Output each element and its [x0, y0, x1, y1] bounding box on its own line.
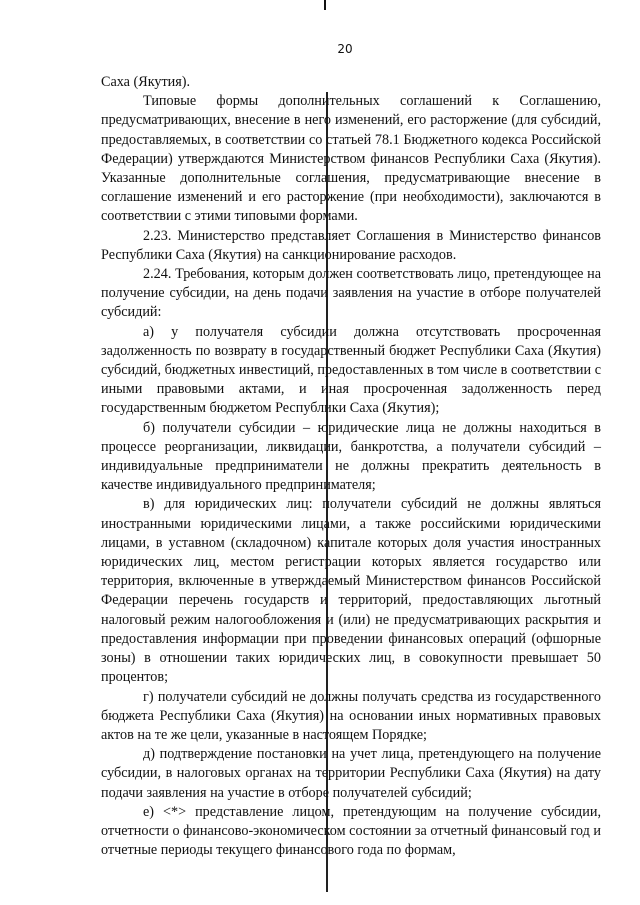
paragraph-item-a: а) у получателя субсидии должна отсутствовать просроченная задолженность по возврату в государственный бюджет Республики Саха (Якутия) субсидий, бюджетных инвестиций, предоставленных в том числе в соответствии с иными правовыми актами, и иная просроченная задолженность перед государственным бюджетом Республики Саха (Якутия); [101, 323, 601, 417]
paragraph-continuation: Саха (Якутия). [101, 74, 191, 90]
paragraph-2-24: 2.24. Требования, которым должен соответствовать лицо, претендующее на получение субсидии, на день подачи заявления на участие в отборе получателей субсидий: [101, 266, 601, 321]
paragraph-typical-forms: Типовые формы дополнительных соглашений к Соглашению, предусматривающих, внесение в него изменений, его расторжение (для субсидий, предоставляемых, в соответствии со статьей 78.1 Бюджетного кодекса Российской Федерации) утверждаются Министерством финансов Республики Саха (Якутия). Указанные дополнительные соглашения, предусматривающие внесение в соглашение изменений и его расторжение (при необходимости), заключаются в соответствии с этими типовыми формами. [101, 93, 601, 225]
page-number: 20 [337, 42, 353, 56]
paragraph-item-e: е) <*> представление лицом, претендующим на получение субсидии, отчетности о финансово-экономическом состоянии за отчетный финансовый год и отчетные периоды текущего финансового года по формам, [101, 803, 601, 859]
scan-artifact-line-top [324, 0, 326, 10]
paragraph-item-g: г) получатели субсидий не должны получать средства из государственного бюджета Республики Саха (Якутия) на основании иных нормативных правовых актов на те же цели, указанные в настоящем Порядке; [101, 688, 601, 743]
paragraph-item-d: д) подтверждение постановки на учет лица, претендующего на получение субсидии, в налоговых органах на территории Республики Саха (Якутия) на дату подачи заявления на участие в отборе получателей субсидий; [101, 746, 601, 801]
paragraph-2-23: 2.23. Министерство представляет Соглашения в Министерство финансов Республики Саха (Якутия) на санкционирование расходов. [101, 227, 601, 263]
paragraph-item-v: в) для юридических лиц: получатели субсидий не должны являться иностранными юридическими лицами, а также российскими юридическими лицами, в уставном (складочном) капитале которых доля участия иностранных юридических лиц, местом регистрации которых является государство или территория, включенные в утверждаемый Министерством финансов Российской Федерации перечень государств и территорий, предоставляющих льготный налоговый режим налогообложения и (или) не предусматривающих раскрытия и предоставления информации при проведении финансовых операций (офшорные зоны) в отношении таких юридических лиц, в совокупности превышает 50 процентов; [101, 496, 601, 686]
body-text [101, 73, 601, 860]
paragraph-item-b: б) получатели субсидии – юридические лица не должны находиться в процессе реорганизации, ликвидации, банкротства, а получатели субсидий – индивидуальные предприниматели не должны прекратить деятельность в качестве индивидуального предпринимателя; [101, 419, 601, 494]
